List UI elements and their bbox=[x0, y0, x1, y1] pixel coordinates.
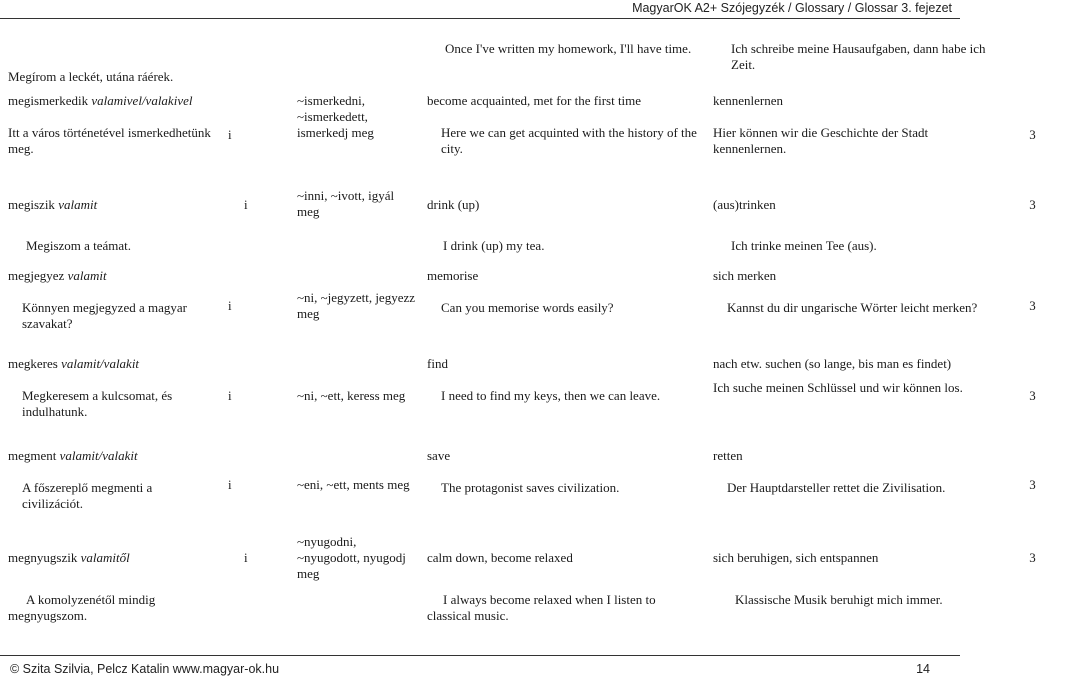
headword: megismerkedik bbox=[8, 93, 89, 108]
argument: valamitől bbox=[80, 550, 130, 565]
example-translation-de: Klassische Musik beruhigt mich immer. bbox=[735, 592, 943, 607]
page-number: 14 bbox=[916, 662, 930, 676]
forms-cell: ~inni, ~ivott, igyál meg bbox=[297, 188, 395, 219]
example-sentence: Itt a város történetével ismerkedhetünk meg. bbox=[8, 125, 211, 156]
table-row bbox=[2, 442, 1066, 528]
hungarian-cell bbox=[2, 262, 222, 350]
level-cell: 3 bbox=[1029, 550, 1036, 565]
level-cell bbox=[999, 228, 1066, 262]
german-cell bbox=[707, 228, 999, 262]
hungarian-cell bbox=[2, 182, 222, 228]
example-translation-en: I always become relaxed when I listen to classical music. bbox=[427, 592, 656, 623]
level-cell bbox=[999, 588, 1066, 630]
translation-en: find bbox=[427, 356, 448, 371]
english-cell bbox=[421, 228, 707, 262]
hungarian-cell bbox=[2, 588, 222, 630]
german-cell bbox=[707, 87, 999, 182]
translation-de: retten bbox=[713, 448, 743, 463]
example-translation-de: Der Hauptdarsteller rettet die Zivilisation. bbox=[727, 480, 946, 495]
example-translation-en: The protagonist saves civilization. bbox=[441, 480, 620, 495]
english-cell bbox=[421, 35, 707, 87]
hungarian-cell bbox=[2, 35, 222, 87]
example-translation-en: Here we can get acquinted with the history of the city. bbox=[441, 125, 697, 156]
page-footer bbox=[10, 660, 930, 678]
english-cell bbox=[421, 350, 707, 442]
level-cell bbox=[999, 35, 1066, 87]
table-row bbox=[2, 182, 1066, 228]
footer-rule bbox=[0, 655, 960, 656]
table-row bbox=[2, 350, 1066, 442]
german-cell bbox=[707, 442, 999, 528]
copyright-text: © Szita Szilvia, Pelcz Katalin www.magyar-ok.hu bbox=[10, 662, 280, 676]
forms-cell: ~nyugodni, ~nyugodott, nyugodj meg bbox=[297, 534, 406, 581]
forms-cell: ~eni, ~ett, ments meg bbox=[297, 477, 410, 492]
english-cell bbox=[421, 262, 707, 350]
forms-cell: ~ni, ~ett, keress meg bbox=[297, 388, 406, 403]
table-row bbox=[2, 35, 1066, 87]
argument: valamivel/valakivel bbox=[91, 93, 193, 108]
hungarian-cell bbox=[2, 442, 222, 528]
vocabulary-table bbox=[2, 35, 1066, 630]
translation-de: nach etw. suchen (so lange, bis man es findet) bbox=[713, 356, 952, 371]
level-cell: 3 bbox=[1029, 298, 1036, 313]
headword: megment bbox=[8, 448, 57, 463]
translation-de: sich merken bbox=[713, 268, 777, 283]
hungarian-cell bbox=[2, 350, 222, 442]
argument: valamit/valakit bbox=[61, 356, 140, 371]
argument: valamit/valakit bbox=[59, 448, 138, 463]
example-sentence: Megírom a leckét, utána ráérek. bbox=[8, 69, 174, 84]
level-cell: 3 bbox=[1029, 126, 1036, 142]
english-cell: calm down, become relaxed bbox=[427, 550, 573, 565]
page-header: MagyarOK A2+ Szójegyzék / Glossary / Glossar 3. fejezet bbox=[632, 1, 952, 15]
example-translation-de: Ich trinke meinen Tee (aus). bbox=[731, 238, 877, 253]
table-row bbox=[2, 588, 1066, 630]
level-cell: 3 bbox=[1029, 388, 1036, 403]
german-cell: sich beruhigen, sich entspannen bbox=[713, 550, 879, 565]
example-translation-de: Kannst du dir ungarische Wörter leicht merken? bbox=[727, 300, 978, 315]
german-cell bbox=[707, 350, 999, 442]
headword: megjegyez bbox=[8, 268, 65, 283]
example-translation-de: Hier können wir die Geschichte der Stadt kennenlernen. bbox=[713, 125, 929, 156]
hungarian-cell bbox=[2, 87, 222, 182]
example-translation-en: I drink (up) my tea. bbox=[443, 238, 545, 253]
type-cell: i bbox=[228, 298, 232, 313]
translation-en: save bbox=[427, 448, 451, 463]
example-sentence: Megkeresem a kulcsomat, és indulhatunk. bbox=[22, 388, 173, 419]
table-row bbox=[2, 262, 1066, 350]
german-cell bbox=[707, 35, 999, 87]
english-cell bbox=[421, 87, 707, 182]
example-sentence: Megiszom a teámat. bbox=[26, 238, 132, 253]
forms-cell bbox=[291, 228, 421, 262]
type-cell bbox=[222, 35, 291, 87]
argument: valamit bbox=[58, 197, 98, 212]
level-cell: 3 bbox=[1029, 197, 1036, 212]
type-cell: i bbox=[228, 388, 232, 403]
forms-cell: ~ni, ~jegyzett, jegyezz meg bbox=[297, 290, 416, 321]
example-translation-de: Ich suche meinen Schlüssel und wir können los. bbox=[713, 380, 963, 395]
table-row bbox=[2, 228, 1066, 262]
type-cell bbox=[222, 588, 291, 630]
translation-en: memorise bbox=[427, 268, 479, 283]
type-cell: i bbox=[244, 550, 248, 565]
type-cell: i bbox=[228, 477, 232, 492]
hungarian-cell bbox=[2, 528, 222, 588]
table-row bbox=[2, 87, 1066, 182]
translation-de: kennenlernen bbox=[713, 93, 784, 108]
example-sentence: A főszereplő megmenti a civilizációt. bbox=[22, 480, 153, 511]
german-cell bbox=[707, 588, 999, 630]
hungarian-cell bbox=[2, 228, 222, 262]
headword: megnyugszik bbox=[8, 550, 78, 565]
example-translation-en: Once I've written my homework, I'll have time. bbox=[445, 41, 692, 56]
german-cell bbox=[707, 262, 999, 350]
english-cell bbox=[421, 442, 707, 528]
level-cell: 3 bbox=[1029, 477, 1036, 492]
german-cell: (aus)trinken bbox=[713, 197, 776, 212]
header-rule bbox=[0, 18, 960, 19]
type-cell: i bbox=[228, 126, 232, 142]
type-cell: i bbox=[244, 197, 248, 212]
translation-en: become acquainted, met for the first time bbox=[427, 93, 642, 108]
english-cell: drink (up) bbox=[427, 197, 480, 212]
example-sentence: A komolyzenétől mindig megnyugszom. bbox=[8, 592, 156, 623]
forms-cell bbox=[291, 588, 421, 630]
table-row bbox=[2, 528, 1066, 588]
example-translation-en: Can you memorise words easily? bbox=[441, 300, 614, 315]
type-cell bbox=[222, 228, 291, 262]
example-translation-en: I need to find my keys, then we can leave. bbox=[441, 388, 661, 403]
forms-cell bbox=[291, 35, 421, 87]
headword: megkeres bbox=[8, 356, 58, 371]
example-translation-de: Ich schreibe meine Hausaufgaben, dann habe ich Zeit. bbox=[731, 41, 986, 72]
example-sentence: Könnyen megjegyzed a magyar szavakat? bbox=[22, 300, 187, 331]
forms-cell: ~ismerkedni, ~ismerkedett, ismerkedj meg bbox=[297, 93, 374, 140]
english-cell bbox=[421, 588, 707, 630]
argument: valamit bbox=[67, 268, 107, 283]
headword: megiszik bbox=[8, 197, 55, 212]
